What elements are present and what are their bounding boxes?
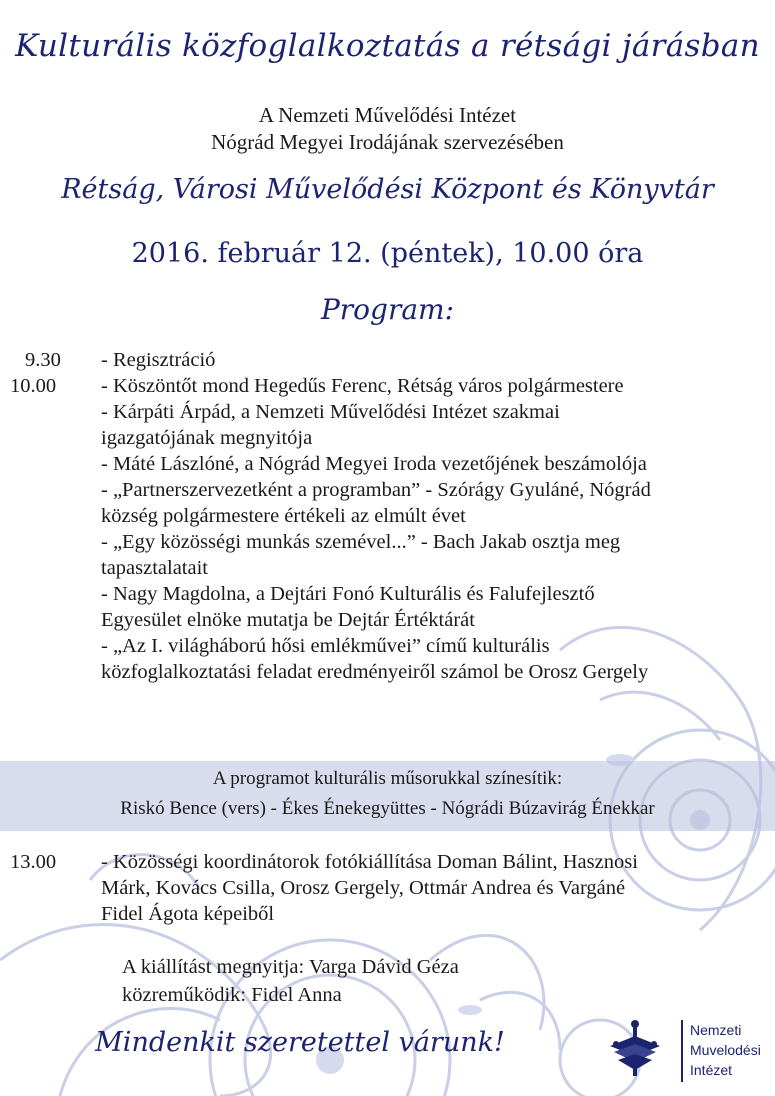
program-time: 13.00 [10, 851, 57, 873]
program-row [0, 607, 775, 633]
event-title: Kulturális közfoglalkoztatás a rétsági járásban [15, 28, 760, 64]
program-text: - Máté Lászlóné, a Nógrád Megyei Iroda vezetőjének beszámolója [101, 453, 647, 475]
program-row [0, 659, 775, 685]
organizer-line-2: Nógrád Megyei Irodájának szervezésében [211, 130, 564, 154]
program-row [0, 399, 775, 425]
program-time: 10.00 [10, 375, 57, 397]
program-text: - Nagy Magdolna, a Dejtári Fonó Kulturális és Falufejlesztő [101, 583, 595, 605]
event-date: 2016. február 12. (péntek), 10.00 óra [131, 238, 644, 269]
program-row [0, 347, 775, 373]
program-row [0, 581, 775, 607]
program-text: - Közösségi koordinátorok fotókiállítása Doman Bálint, Hasznosi [101, 851, 638, 873]
institute-logo-text [690, 1020, 775, 1080]
program-text: - Kárpáti Árpád, a Nemzeti Művelődési Intézet szakmai [101, 401, 560, 423]
logo-text-line: Muvelodési [690, 1042, 761, 1058]
program-text: Egyesület elnöke mutatja be Dejtár Értéktárát [101, 609, 475, 631]
program-text: - „Az I. világháború hősi emlékművei” című kulturális [101, 635, 550, 657]
organizer-line-1: A Nemzeti Művelődési Intézet [258, 103, 517, 127]
program-row [0, 875, 775, 901]
program-row [0, 633, 775, 659]
program-text: tapasztalatait [101, 557, 208, 579]
program-text: - „Egy közösségi munkás szemével...” - Bach Jakab osztja meg [101, 531, 621, 553]
program-text: igazgatójának megnyitója [101, 427, 313, 449]
program-text: Fidel Ágota képeiből [101, 903, 275, 925]
closing-invitation: Mindenkit szeretettel várunk! [95, 1027, 505, 1058]
band-heading: A programot kulturális műsorukkal színesítik: [212, 768, 563, 789]
program-text: Márk, Kovács Csilla, Orosz Gergely, Ottmár Andrea és Vargáné [101, 877, 626, 899]
program-list [0, 347, 775, 685]
exhibition-opener: A kiállítást megnyitja: Varga Dávid Géza [122, 956, 459, 978]
logo-text-line: Nemzeti [690, 1022, 742, 1038]
program-row [0, 451, 775, 477]
nmi-folk-motif-icon [604, 1016, 666, 1078]
program-text: - „Partnerszervezetként a programban” - Szórágy Gyuláné, Nógrád [101, 479, 651, 501]
program-text: község polgármestere értékeli az elmúlt évet [101, 505, 466, 527]
logo-divider [681, 1020, 683, 1082]
program-row [0, 901, 775, 927]
program-text: - Köszöntőt mond Hegedűs Ferenc, Rétság város polgármestere [101, 375, 624, 397]
program-row [0, 555, 775, 581]
program-row [0, 477, 775, 503]
program-row [0, 503, 775, 529]
program-row [0, 425, 775, 451]
venue: Rétság, Városi Művelődési Központ és Könyvtár [61, 174, 714, 205]
program-row [0, 849, 775, 875]
program-text: közfoglalkoztatási feladat eredményeiről számol be Orosz Gergely [101, 661, 649, 683]
afternoon-list [0, 849, 775, 927]
program-heading: Program: [320, 293, 455, 326]
program-time: 9.30 [25, 349, 61, 371]
program-row [0, 373, 775, 399]
program-row [0, 529, 775, 555]
exhibition-performer: közreműködik: Fidel Anna [122, 984, 342, 1006]
logo-text-line: Intézet [690, 1062, 733, 1078]
band-performers: Riskó Bence (vers) - Ékes Énekegyüttes - Nógrádi Búzavirág Énekkar [120, 798, 655, 819]
program-text: - Regisztráció [101, 349, 216, 371]
